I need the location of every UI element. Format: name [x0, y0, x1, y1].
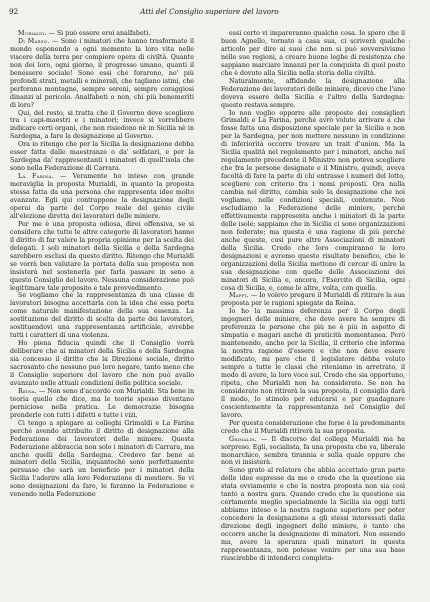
paragraph-text: — Il discorso del collega Murialdi ma ha sorpreso. Egli, socialista, fa una proposta che va, liberale monarchico, sembra tirannia e sulla quale oppure che non vi insisterà.: [221, 435, 405, 467]
speaker-name: Di Marzo.: [18, 37, 50, 45]
speaker-name: Reina.: [18, 387, 37, 395]
paragraph: [10, 388, 194, 420]
paragraph: [10, 38, 194, 110]
paragraph: [10, 420, 194, 500]
paragraph-text: — Veramente ho inteso con grande meraviglia la proposta Murialdi, in quanto la proposta stessa fatta da una persona che rappresenta idee molto avanzate. Egli qui contrappone la designazione degli operai da parte del Corpo reale del genio civile all'elezione diretta dei lavoratori delle miniere.: [10, 173, 194, 220]
paragraph-text: Ora io ritengo che per la Sicilia la designazione debba esser fatta dalle maestranze o da' solfatari, e per la Sardegna da' rappresentanti i minatori di quell'isola che sono nella Federazione di Carrara.: [10, 141, 194, 173]
paragraph: [10, 340, 194, 388]
paragraph-text: — Sono i minatori che hanno trasformato il mondo esponendo a ogni momento la loro vita nelle viscere della terra per compiere opera di civiltà. Quante non dei loro, ogni giorno, il progresso umano, quanti il benessere sociale! Sono essi che forarono, ne' più profondi strati, metalli e minerali, che tagliano istmi, che perforano montagne, sempre sereni, sempre coraggiosi dinanzi al pericolo. Analfabeti o non, chi più benemeriti di loro?: [10, 37, 195, 109]
paragraph-text: Se vogliamo che la rappresentanza di una classe di lavoratori bisogna accettarla con la idea che essa porta come naturale manifestazione della sua essenza. La sostituzione del diritto di scelta da parte dei lavoratori, sostituendovi una rappresentanza artificiale, avrebbe tutti i caratteri di una violenza.: [10, 292, 194, 340]
paragraph-text: Per questa considerazione che forse è la predominante credo che il Murialdi ritirerà la sua proposta.: [221, 419, 405, 435]
paragraph-text: — Si può essere eroi analfabeti.: [46, 30, 151, 37]
page-number: 92: [9, 7, 19, 16]
right-text-column: [221, 30, 405, 563]
paragraph: [10, 292, 194, 340]
paragraph-text: essi certo vi impareranno qualche cosa. Io spero che il buon Agnello, tornato a casa sua, ci scriverà qualche articolo per dire ai suoi che non si può sovversivismo nelle sue regioni, a creare buone leghe di resistenza che sappiano marciare innanzi per la conquista di quel posto che è dovuto alla Sicilia nella storia della civiltà.: [221, 30, 405, 77]
paragraph: [10, 141, 194, 173]
paragraph-text: Per me è una proposta odiosa, direi offensiva, se si considera che tutte le altre categorie di lavoratori hanno il diritto di far valere la propria opinione per la scelta dei delegati. I soli minatori della Sicilia e della Sardegna sarebbero esclusi da questo diritto. Ritengo che Murialdi se vorrà ben valutare la portata della sua proposta non insisterà nel sostenerla per farla passare in seno a questo Consiglio del lavoro. Nessuna considerazione può legittimare tale proposito e tale provvedimento.: [10, 220, 194, 292]
paragraph: [221, 308, 405, 419]
paragraph: [221, 292, 405, 308]
paragraph-text: Naturalmente, affidando la designazione alla Federazione dei lavoratori delle miniere, dicevo che l'uno doveva essere della Sicilia e l'altro della Sardegna: questo restava sempre.: [221, 77, 405, 109]
paragraph: [221, 467, 405, 562]
speaker-name: Maffi.: [229, 292, 249, 300]
paragraph: [221, 420, 405, 436]
paragraph: [10, 221, 194, 293]
paragraph: [221, 436, 405, 468]
paragraph: [221, 78, 405, 110]
paragraph: [10, 110, 194, 142]
paragraph-text: Ci tengo a spiegare ai colleghi Grimaldi e La Farina perché avendo attribuito il diritto di designazione alla Federazione dei lavoratori delle miniere. Questa Federazione abbraccia non solo i minatori di Carrara, ma anche quelli della Sardegna. Credevo far bene ai minatori della Sicilia, inquantochè sono perfettamente persuaso che sarà un beneficio per i minatori della Sicilia l'aderire alla loro Federazione di mestiere. Se vi sono designazioni da fare, le faranno la Federazione e venendo nella Federazione: [10, 419, 194, 499]
paragraph-text: Sono grato al relatore che abbia accettato gran parte delle idee espresse da me e credo che la questione sia stata ovviamente e che la nostra proposta non sia così tanto a nostra gara. Quando credo che la questione sia certamente meglio specialmente la Sicilia sia oggi tutti abbiamo inteso e la nostra ragione superiore per poter concedere la designazione a gli stessi interessati dalla direzione degli ingegneri delle miniere, è tanto che occorre anche la designazione di minatori. Non essendo ma, avere la speranza quali minatori in questa rappresentanza, non potesse venire per una sua base riuscirebbe di intenderci completa-: [221, 467, 405, 562]
left-text-column: [10, 30, 194, 499]
paragraph-text: Io non voglio opporre alle proposte dei consiglieri Grimaldi e La Farina, perché avrò voluto arrivare a che fosse fatta una disposizione speciale per la Sicilia e non per la Sardegna, per non mettere nessuno in condizione di inferiorità occorre trovare un trait d'union. Ma la Sicilia qualità nel regolamento per i minatori, anche nel regolamento precedente il Ministro non poteva scegliere che fra le persone designate e il Ministro, quindi, aveva facoltà di fare la parte di chi entrasse i numeri del lotto, scegliere con criterio fra i nomi proposti. Ora nulla cambia nel diritto, cambia solo la designazione che noi vogliamo, nelle condizioni speciali, contenute. Non escludiamo la Federazione delle miniere, perché effettivamente rappresenta anche i minatori di la parte delle isole; sappiamo che in Sicilia ci sono organizzazioni non federate; ma questa è una ragione di più perché anche queste, così pure altre Associazioni di minatori della Sicilia. Credo che loro compiranno le loro designazioni e avremo questo risultato benefico, che le organizzazioni della Sicilia mettono di cercar di unire la sua designazione con quelle delle Associazioni dei minatori di Sicilia e, ancora, l'Esercito di Sicilia, ogni cosa di Sicilia, e, come le altre, volta, con quella.: [221, 109, 405, 292]
margin-annotation-mark: [409, 280, 424, 400]
paragraph-text: — Non sono d'accordo con Murialdi. Sta bene in teoria quello che dice, ma le teorie spesso diventano perniciose nella pratica. Le democrazie bisogna prenderle con tutti i difetti e tutte i vizi.: [10, 387, 194, 419]
paragraph: [10, 173, 194, 221]
paragraph: [221, 110, 405, 293]
paragraph-text: Io ho la massima deferenza per il Corpo degli ingegneri delle miniere, che deve avere ha sempre di preferenza le persone che più ne è più in aspetto di simpatia e magari anche di praticità momentanea. Però mantenendo, anche per la Sicilia, il criterio che informa la nostra ragione d'essere e che non deve essere modificato, mi pare che il legislatore debba voluto sempre a tutte le classi che riteniamo in arretrato, il modo di avere, la loro voce sul. Credo che sia opportuno, ripeta, che Murialdi non ha considerato. Se non ha considerato non ritirerà la sua proposta, il consiglio darà il modo, lo stimolo per educarsi e per guadagnare coscientemente la rappresentanza nel Consiglio del lavoro.: [221, 308, 405, 419]
paragraph-text: Ho piena fiducia quindi che il Consiglio vorrà deliberare che ai minatori della Sicilia e della Sardegna sia concesso il diritto che la Direzione sociale, diritto sacrosanto che nessuno può loro negare, tanto meno che il Consiglio superiore del lavoro che non può avallo avanzato nelle attuali condizioni della politica sociale.: [10, 340, 194, 387]
speaker-name: Murialdi.: [18, 30, 47, 37]
paragraph-text: — Io volevo pregare il Murialdi di ritirare la sua proposta per le ragioni spiegate da Reina.: [221, 292, 405, 308]
margin-annotation-mark: [409, 40, 424, 120]
running-title: Atti del Consiglio superiore del lavoro: [140, 7, 279, 16]
paragraph-text: Qui, del resto, si tratta che il Governo deve scegliere tra i capi-maestri e i minatori; invece si vorrebbero indicare certi organi, che non risiedono nè in Sicilia nè in Sardegna, a fare la designazione al Governo.: [10, 109, 194, 141]
speaker-name: Grimaldi.: [229, 435, 257, 443]
paragraph: [10, 30, 194, 38]
paragraph: [221, 30, 405, 78]
speaker-name: La Farina.: [18, 173, 54, 181]
page-header: [9, 5, 410, 19]
